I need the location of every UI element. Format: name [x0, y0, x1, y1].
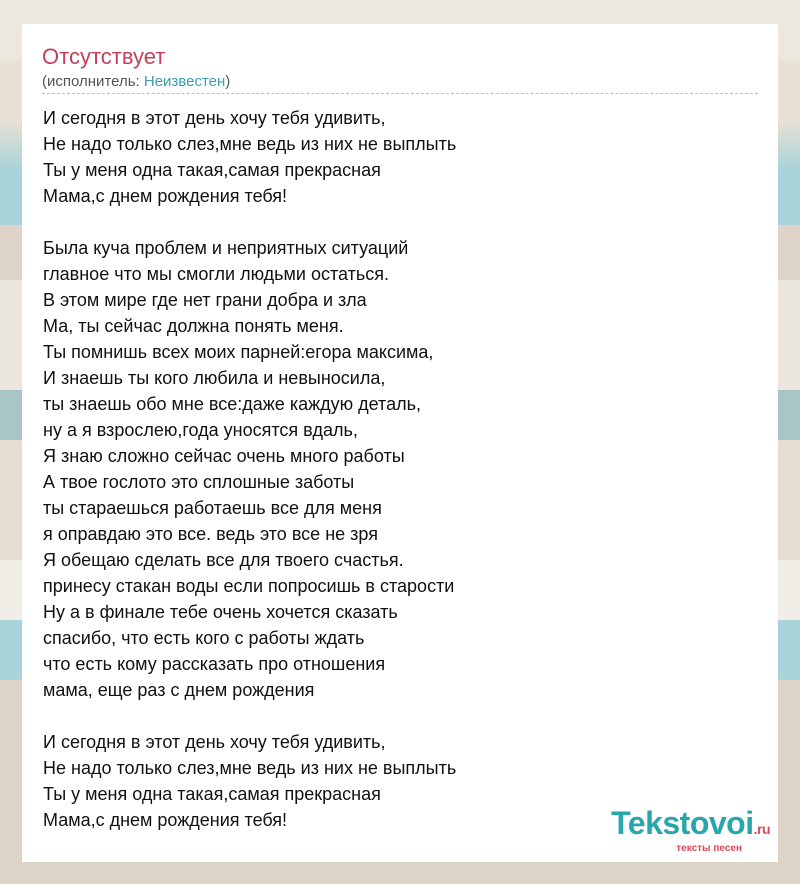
artist-link[interactable]: Неизвестен — [143, 73, 226, 90]
lyrics-card — [22, 24, 778, 862]
logo-main-text: Tekstovoi — [611, 805, 754, 841]
site-logo[interactable] — [611, 807, 770, 854]
artist-suffix: ) — [225, 73, 231, 90]
logo-tld: .ru — [753, 821, 770, 837]
logo-tagline: тексты песен — [676, 843, 742, 854]
title-divider — [42, 93, 758, 94]
song-title: Отсутствует — [42, 44, 166, 69]
artist-prefix: (исполнитель: — [42, 73, 144, 90]
logo-wordmark — [611, 807, 770, 845]
lyrics-text: И сегодня в этот день хочу тебя удивить, Не надо только слез,мне ведь из них не выплыть Ты у меня одна такая,самая прекрасная Мама,с днем рождения тебя! Была куча проблем и неприятных ситуаций главное что мы смогли людьми остаться. В этом мире где нет грани добра и зла Ма, ты сейчас должна понять меня. Ты помнишь всех моих парней:егора максима, И знаешь ты кого любила и невыносила, ты знаешь обо мне все:даже каждую деталь, ну а я взрослею,года уносятся вдаль, Я знаю сложно сейчас очень много работы А твое гослото это сплошные заботы ты стараешься работаешь все для меня я оправдаю это все. ведь это все не зря Я обещаю сделать все для твоего счастья. принесу стакан воды если попросишь в старости Ну а в финале тебе очень хочется сказать спасибо, что есть кого с работы ждать что есть кому рассказать про отношения мама, еще раз с днем рождения И сегодня в этот день хочу тебя удивить, Не надо только слез,мне ведь из них не выплыть Ты у меня одна такая,самая прекрасная Мама,с днем рождения тебя! — [43, 108, 457, 830]
artist-line — [42, 72, 230, 92]
